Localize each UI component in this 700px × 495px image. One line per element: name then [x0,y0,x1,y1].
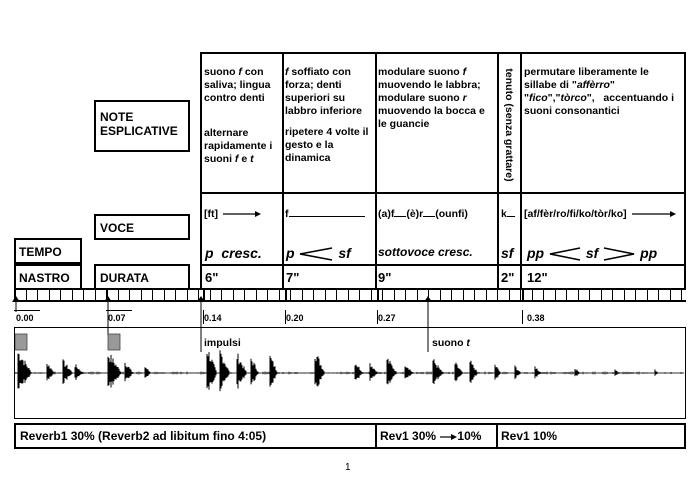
ruler-tick [417,289,418,300]
section-1-note-bottom: alternare rapidamente i suoni f e t [204,127,273,165]
effect-reverb-2: Rev1 30% 10% [380,429,482,443]
annotation-suono-t: suono t [432,337,470,349]
ruler-tick [95,289,96,300]
ruler-tick [555,289,556,300]
col-divider-2 [375,54,377,290]
section-3-dynamics: sottovoce cresc. [378,245,473,259]
ruler-tick [601,289,602,300]
ruler-top-line [14,288,686,290]
time-label-1: 0.07 [108,313,126,323]
ruler-tick [474,289,475,300]
section-2-note-top: f soffiato con forza; denti superiori su labbro inferiore [285,66,363,117]
ruler-tick [348,289,349,300]
voce-label: VOCE [94,214,190,240]
effects-divider-1 [375,425,377,447]
crescendo-hairpin-icon [548,247,582,261]
ruler-tick [681,289,682,300]
section-1-note-top: suono f con saliva; lingua contro denti [204,66,271,104]
cue-marker-2 [108,334,120,350]
ruler-tick [497,289,498,300]
section-2-duration: 7" [286,270,300,285]
ruler-tick [256,289,257,300]
ruler-tick [589,289,590,300]
ruler-major-tick [377,288,379,301]
time-label-0: 0.00 [16,313,34,323]
ruler-tick [244,289,245,300]
section-5-dynamics: pp sf pp [527,245,658,261]
ruler-tick [336,289,337,300]
ruler-tick [486,289,487,300]
label-sep-1 [14,310,40,311]
section-4-note: tenuto (senza grattare) [503,68,515,182]
label-sep-4 [285,310,286,324]
section-2-dynamics: p sf [286,245,351,261]
ruler-tick [578,289,579,300]
effect-reverb-1: Reverb1 30% (Reverb2 ad libitum fino 4:05) [20,429,267,443]
ruler-tick [325,289,326,300]
section-1-dynamics: p cresc. [205,245,262,261]
ruler-tick [635,289,636,300]
ruler-tick [543,289,544,300]
ruler-tick [290,289,291,300]
tempo-label: TEMPO [14,238,82,264]
section-5-note: permutare liberamente le sillabe di "affèrro" "fico","tòrco", accentuando i suoni consonantici [524,66,675,117]
effect-reverb-3: Rev1 10% [501,429,558,443]
ruler-tick [279,289,280,300]
section-1-voice: [ft] [204,208,261,220]
ruler-tick [624,289,625,300]
row-divider-dynamics [202,264,686,266]
ruler-tick [566,289,567,300]
ruler-tick [670,289,671,300]
section-3-voice: (a)f (è)r (ounfi) [378,208,468,220]
label-sep-2 [106,310,132,311]
ruler-bottom-line [14,300,686,302]
arrow-right-icon [439,433,457,441]
ruler-major-tick [285,288,287,301]
ruler-tick [371,289,372,300]
col-divider-3 [497,54,499,290]
col-divider-1 [282,54,284,290]
ruler-tick [83,289,84,300]
ruler-tick [221,289,222,300]
section-2-note [285,66,373,165]
ruler-tick [175,289,176,300]
time-ruler [14,288,686,302]
ruler-tick [141,289,142,300]
effects-bar [14,423,686,449]
ruler-tick [647,289,648,300]
section-4-duration: 2" [501,270,515,285]
waveform-panel [14,327,686,419]
ruler-tick [520,289,521,300]
ruler-tick [210,289,211,300]
ruler-tick [440,289,441,300]
durata-label: DURATA [94,264,190,290]
ruler-tick [451,289,452,300]
time-label-5: 0.38 [527,313,545,323]
ruler-tick [359,289,360,300]
ruler-tick [37,289,38,300]
ruler-tick [26,289,27,300]
ruler-tick [72,289,73,300]
crescendo-hairpin-icon [298,247,334,261]
ruler-tick [394,289,395,300]
section-2-note-bottom: ripetere 4 volte il gesto e la dinamica [285,126,369,164]
section-3-duration: 9" [378,270,392,285]
decrescendo-hairpin-icon [602,247,636,261]
ruler-tick [658,289,659,300]
section-2-voice: f [285,208,365,220]
ruler-tick [152,289,153,300]
time-label-3: 0.20 [286,313,304,323]
ruler-tick [60,289,61,300]
section-4-dynamics: sf [501,245,514,261]
ruler-tick [118,289,119,300]
ruler-tick [612,289,613,300]
effects-divider-2 [496,425,498,447]
annotation-impulsi: impulsi [204,337,241,349]
label-sep-3 [203,310,204,324]
ruler-tick [302,289,303,300]
section-5-duration: 12" [527,270,548,285]
waveform-svg [15,328,684,417]
ruler-major-tick [522,288,524,301]
ruler-tick [463,289,464,300]
ruler-tick [187,289,188,300]
ruler-tick [313,289,314,300]
section-1-duration: 6" [205,270,219,285]
section-1-note [204,66,280,166]
page-number: 1 [345,462,351,473]
cue-marker-1 [15,334,27,350]
note-esplicative-label: NOTE ESPLICATIVE [94,100,190,152]
nastro-label: NASTRO [14,264,82,290]
section-4-voice: k [501,208,515,220]
section-5-voice: [af/fèr/ro/fi/ko/tòr/ko] [524,208,676,220]
ruler-tick [405,289,406,300]
arrow-right-icon [630,210,676,218]
time-label-2: 0.14 [204,313,222,323]
ruler-tick [267,289,268,300]
ruler-tick [233,289,234,300]
label-sep-6 [522,310,523,324]
label-sep-5 [377,310,378,324]
ruler-tick [532,289,533,300]
ruler-tick [164,289,165,300]
arrow-right-icon [221,210,261,218]
row-divider-notes [202,192,686,194]
ruler-tick [129,289,130,300]
col-divider-4 [520,54,522,290]
ruler-tick [509,289,510,300]
ruler-tick [49,289,50,300]
time-label-4: 0.27 [378,313,396,323]
section-3-note: modulare suono f muovendo le labbra; modulare suono r muovendo la bocca e le guancie [378,66,485,130]
ruler-tick [382,289,383,300]
